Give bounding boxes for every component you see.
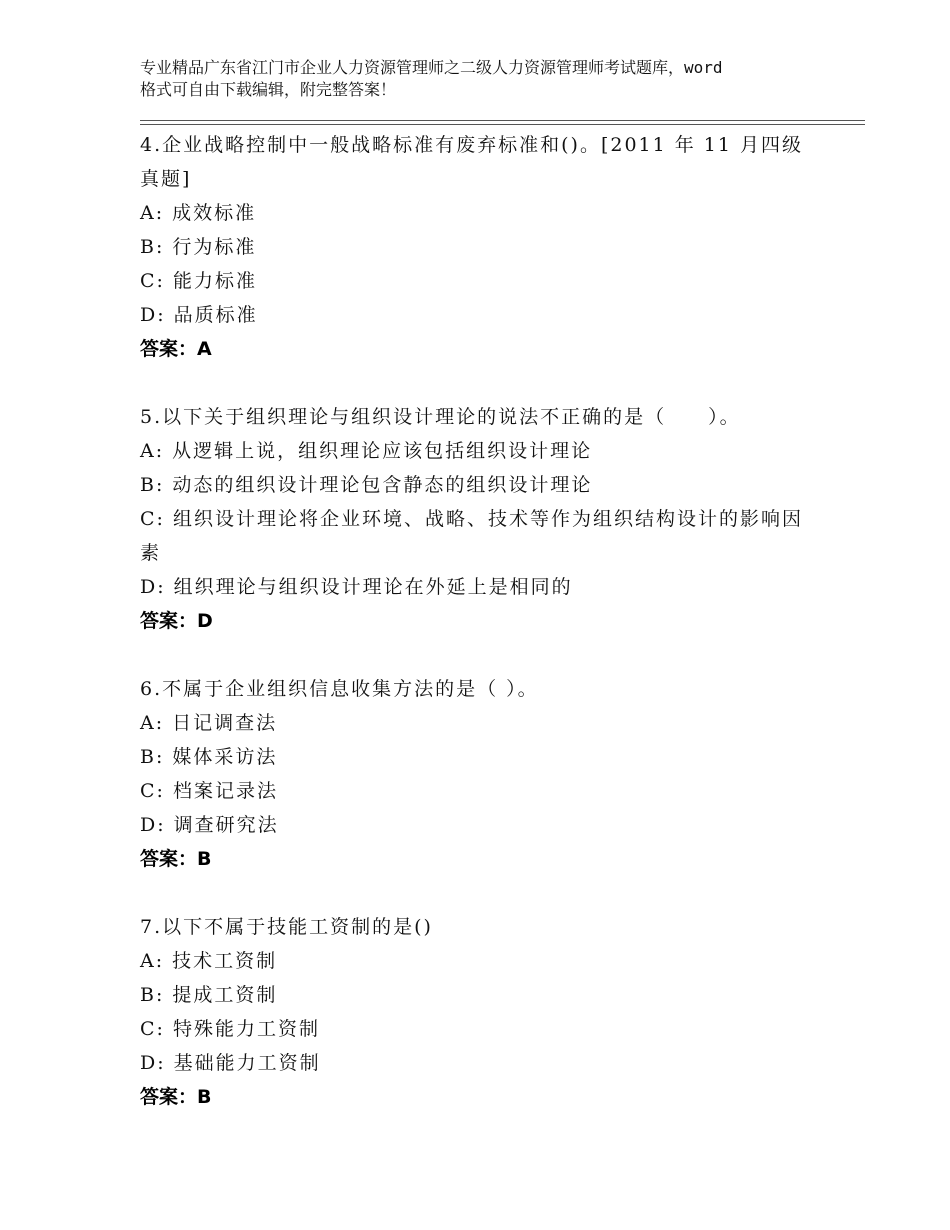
option-a: A: 成效标准 xyxy=(140,202,257,224)
question-stem: 7.以下不属于技能工资制的是() xyxy=(140,916,433,938)
option-c: C: 能力标准 xyxy=(140,270,257,292)
option-b: B: 行为标准 xyxy=(140,236,257,258)
question-7 xyxy=(140,910,820,1114)
answer-label: 答案：A xyxy=(140,338,212,360)
answer-label: 答案：B xyxy=(140,1086,212,1108)
header-line-2: 格式可自由下载编辑，附完整答案！ xyxy=(140,80,397,99)
option-d: D: 基础能力工资制 xyxy=(140,1052,321,1074)
option-a: A: 技术工资制 xyxy=(140,950,278,972)
option-b: B: 媒体采访法 xyxy=(140,746,278,768)
option-a: A: 从逻辑上说，组织理论应该包括组织设计理论 xyxy=(140,440,593,462)
option-c: C: 特殊能力工资制 xyxy=(140,1018,320,1040)
question-5 xyxy=(140,400,820,638)
option-a: A: 日记调查法 xyxy=(140,712,278,734)
option-c: C: 组织设计理论将企业环境、战略、技术等作为组织结构设计的影响因素 xyxy=(140,508,803,564)
option-b: B: 提成工资制 xyxy=(140,984,278,1006)
answer-label: 答案：D xyxy=(140,610,213,632)
option-c: C: 档案记录法 xyxy=(140,780,278,802)
option-d: D: 调查研究法 xyxy=(140,814,279,836)
option-d: D: 组织理论与组织设计理论在外延上是相同的 xyxy=(140,576,573,598)
question-stem: 5.以下关于组织理论与组织设计理论的说法不正确的是（ ）。 xyxy=(140,406,741,428)
option-b: B: 动态的组织设计理论包含静态的组织设计理论 xyxy=(140,474,593,496)
option-d: D: 品质标准 xyxy=(140,304,258,326)
header-line-1: 专业精品广东省江门市企业人力资源管理师之二级人力资源管理师考试题库，word xyxy=(140,58,723,77)
question-list xyxy=(140,128,820,1148)
question-6 xyxy=(140,672,820,876)
answer-label: 答案：B xyxy=(140,848,212,870)
question-stem: 4.企业战略控制中一般战略标准有废弃标准和()。[2011 年 11 月四级真题] xyxy=(140,134,804,190)
question-stem: 6.不属于企业组织信息收集方法的是（ ）。 xyxy=(140,678,539,700)
header-divider xyxy=(140,120,865,125)
question-4 xyxy=(140,128,820,366)
document-header xyxy=(140,57,840,101)
